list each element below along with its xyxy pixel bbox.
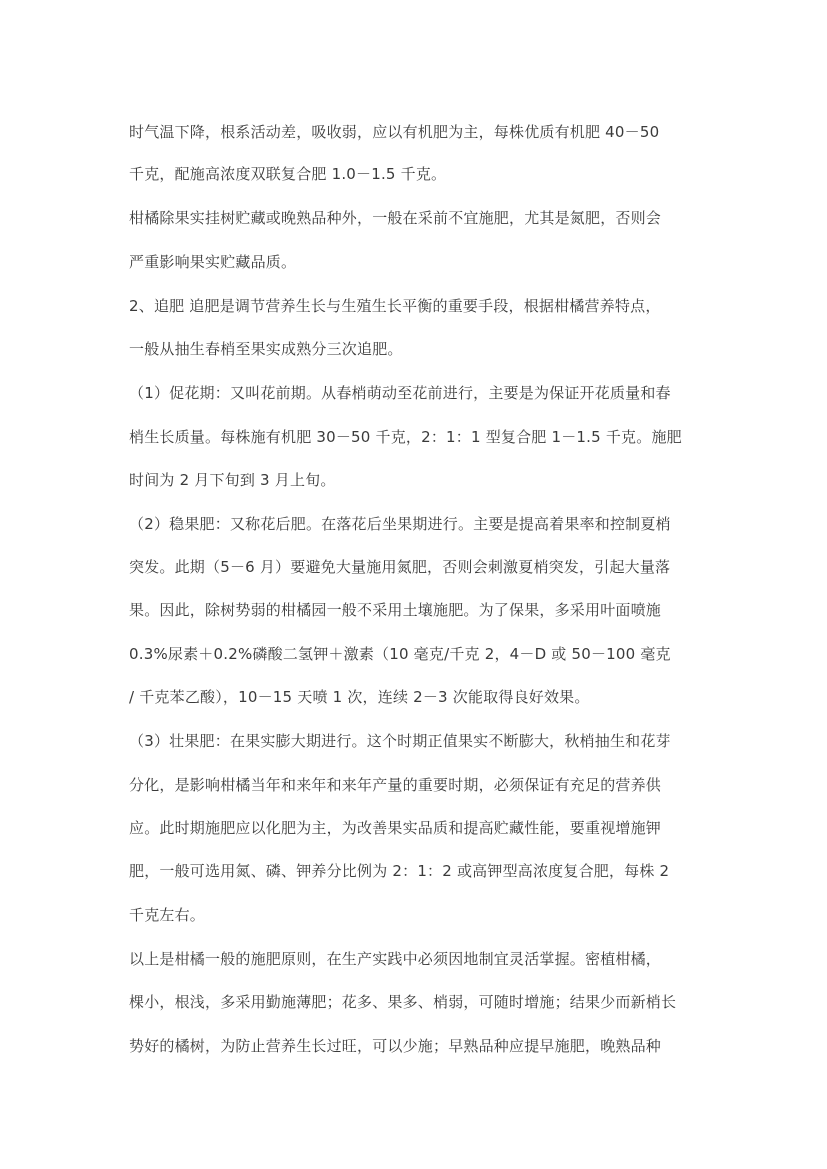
text-line: 一般从抽生春梢至果实成熟分三次追肥。 bbox=[129, 340, 403, 358]
text-line: 千克，配施高浓度双联复合肥 1.0－1.5 千克。 bbox=[129, 165, 447, 183]
text-line: 突发。此期（5－6 月）要避免大量施用氮肥，否则会刺激夏梢突发，引起大量落 bbox=[129, 558, 671, 576]
text-line: 肥，一般可选用氮、磷、钾养分比例为 2：1：2 或高钾型高浓度复合肥，每株 2 bbox=[129, 862, 670, 880]
text-line: （2）稳果肥：又称花后肥。在落花后坐果期进行。主要是提高着果率和控制夏梢 bbox=[129, 515, 671, 533]
text-line: 梢生长质量。每株施有机肥 30－50 千克，2：1：1 型复合肥 1－1.5 千克。施肥 bbox=[129, 428, 682, 446]
text-line: 以上是柑橘一般的施肥原则，在生产实践中必须因地制宜灵活掌握。密植柑橘， bbox=[129, 950, 662, 968]
text-line: （1）促花期：又叫花前期。从春梢萌动至花前进行，主要是为保证开花质量和春 bbox=[129, 384, 671, 402]
text-line: 果。因此，除树势弱的柑橘园一般不采用土壤施肥。为了保果，多采用叶面喷施 bbox=[129, 601, 662, 619]
text-line: 0.3%尿素＋0.2%磷酸二氢钾＋激素（10 毫克/千克 2，4－D 或 50－100 毫克 bbox=[129, 645, 671, 663]
text-line: 千克左右。 bbox=[129, 906, 206, 924]
text-line: 严重影响果实贮藏品质。 bbox=[129, 253, 297, 271]
text-line: （3）壮果肥：在果实膨大期进行。这个时期正值果实不断膨大，秋梢抽生和花芽 bbox=[129, 732, 671, 750]
text-line: 势好的橘树，为防止营养生长过旺，可以少施；早熟品种应提早施肥，晚熟品种 bbox=[129, 1037, 662, 1055]
text-line: 应。此时期施肥应以化肥为主，为改善果实品质和提高贮藏性能，要重视增施钾 bbox=[129, 819, 662, 837]
text-line: 2、追肥 追肥是调节营养生长与生殖生长平衡的重要手段，根据柑橘营养特点， bbox=[129, 297, 661, 315]
text-line: 时间为 2 月下旬到 3 月上旬。 bbox=[129, 471, 336, 489]
text-line: 柑橘除果实挂树贮藏或晚熟品种外，一般在采前不宜施肥，尤其是氮肥，否则会 bbox=[129, 209, 662, 227]
text-line: / 千克苯乙酸），10－15 天喷 1 次，连续 2－3 次能取得良好效果。 bbox=[129, 688, 590, 706]
text-line: 时气温下降，根系活动差，吸收弱，应以有机肥为主，每株优质有机肥 40－50 bbox=[129, 123, 660, 141]
text-line: 棵小，根浅，多采用勤施薄肥；花多、果多、梢弱，可随时增施；结果少而新梢长 bbox=[129, 993, 677, 1011]
text-line: 分化，是影响柑橘当年和来年和来年产量的重要时期，必须保证有充足的营养供 bbox=[129, 776, 662, 794]
